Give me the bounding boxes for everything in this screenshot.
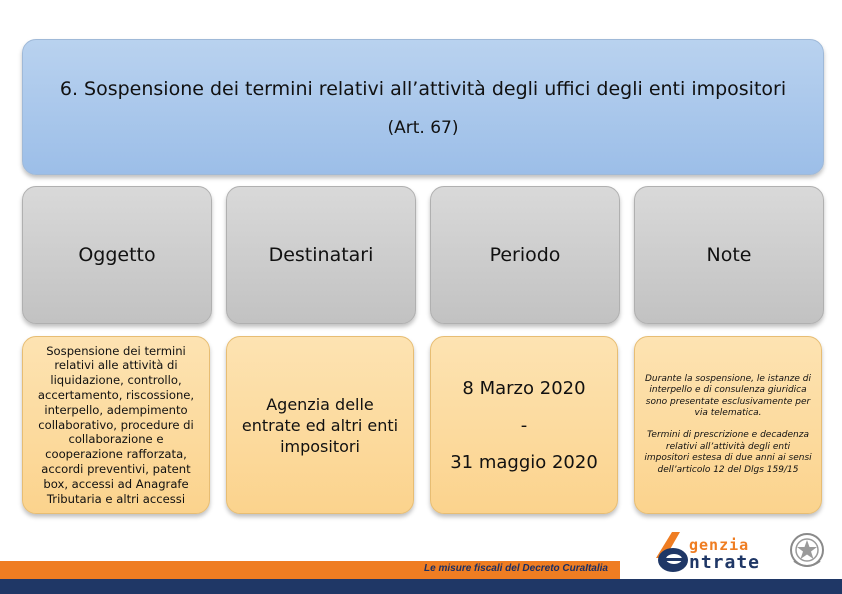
- periodo-content: [450, 370, 598, 481]
- footer-navy-band: [0, 579, 842, 594]
- article-reference: (Art. 67): [387, 118, 459, 138]
- title-box: [22, 39, 824, 175]
- periodo-start: 8 Marzo 2020: [462, 377, 586, 399]
- footer-orange-band: [0, 561, 620, 579]
- logo-word-genzia: genzia: [689, 536, 750, 554]
- agenzia-entrate-logo: [652, 528, 827, 578]
- note-content: [635, 374, 821, 477]
- destinatari-box: [226, 336, 414, 514]
- note-paragraph-1: Durante la sospensione, le istanze di interpello e di consulenza giuridica sono presentate esclusivamente per via telematica.: [644, 373, 812, 419]
- header-note: Note: [634, 186, 824, 324]
- header-destinatari: Destinatari: [226, 186, 416, 324]
- periodo-end: 31 maggio 2020: [450, 451, 598, 473]
- periodo-box: [430, 336, 618, 514]
- footer-text: Le misure fiscali del Decreto CuraItalia: [424, 563, 608, 574]
- periodo-separator: -: [520, 414, 528, 436]
- oggetto-text: Sospensione dei termini relativi alle attività di liquidazione, controllo, accertamento, riscossione, interpello, adempimento collaborativo, procedure di collaborazione e cooperazione rafforzata, accordi preventivi, patent box, accessi ad Anagrafe Tributaria e altri accessi: [37, 343, 195, 506]
- italian-republic-emblem-icon: [788, 531, 826, 571]
- slide-title: 6. Sospensione dei termini relativi all’attività degli uffici degli enti impositori: [59, 78, 787, 100]
- destinatari-text: Agenzia delle entrate ed altri enti impositori: [241, 394, 399, 456]
- oggetto-box: [22, 336, 210, 514]
- note-box: [634, 336, 822, 514]
- agenzia-entrate-logo-icon: [652, 528, 694, 576]
- note-paragraph-2: Termini di prescrizione e decadenza relativi all’attività degli enti impositori estesa di due anni ai sensi dell’articolo 12 del Dlgs 159/15: [644, 430, 812, 475]
- logo-word-ntrate: ntrate: [689, 552, 761, 573]
- header-periodo: Periodo: [430, 186, 620, 324]
- header-oggetto: Oggetto: [22, 186, 212, 324]
